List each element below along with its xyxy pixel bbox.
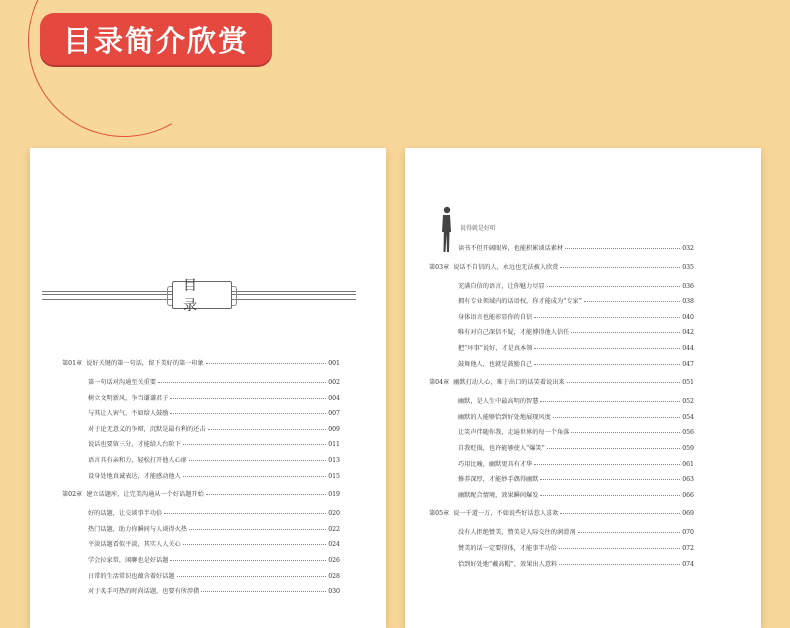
leader-dots <box>560 513 680 514</box>
toc-entry-text: 建立话题库，让完美沟通从一个好话题开始 <box>86 491 204 499</box>
toc-section-row <box>88 508 340 524</box>
page-header: 说得就是好听 <box>460 225 497 232</box>
toc-page-number: 009 <box>328 425 340 433</box>
leader-dots <box>170 413 326 414</box>
leader-dots <box>560 267 680 268</box>
toc-entry-text: 说好关键的第一句话，留下美好的第一印象 <box>86 360 204 367</box>
leader-dots <box>553 417 680 418</box>
toc-page-number: 056 <box>682 429 694 437</box>
toc-page-number: 072 <box>682 544 694 552</box>
toc-section-row <box>458 427 694 443</box>
toc-entry-text: 第一句话对沟通至关重要 <box>88 379 157 386</box>
leader-dots <box>183 476 326 477</box>
toc-entry-text: 好的话题，让交谈事半功倍 <box>88 510 163 518</box>
leader-dots <box>559 564 680 565</box>
toc-page-number: 026 <box>328 556 340 564</box>
toc-entry-text: 让笑声伴随你我，走遍世界的每一个角落 <box>458 429 570 437</box>
toc-entry-text: 日常的生活常识也蕴含着好话题 <box>88 572 175 580</box>
toc-chapter-row <box>429 374 694 396</box>
toc-chapter-row <box>429 505 694 527</box>
toc-chapter-row <box>62 355 340 377</box>
toc-page-number: 038 <box>682 298 694 306</box>
toc-page-number: 004 <box>328 394 340 402</box>
toc-page-number: 047 <box>682 360 694 368</box>
toc-entry-text: 恰到好处地“戴高帽”，效果出人意料 <box>458 560 558 568</box>
toc-page-number: 030 <box>328 588 340 596</box>
toc-entry-text: 鼓舞他人，也就是鼓励自己 <box>458 360 533 368</box>
leader-dots <box>547 448 680 449</box>
toc-section-row <box>88 424 340 440</box>
left-book-page <box>30 148 386 628</box>
toc-section-row <box>458 296 694 312</box>
toc-entry-text: 赞美的话一定要得体，才能事半功倍 <box>458 544 557 552</box>
toc-section-row <box>458 243 694 259</box>
toc-page-number: 024 <box>328 541 340 549</box>
toc-title: 目 录 <box>183 278 207 314</box>
toc-entry-text: 修养深厚，才能妙手偶得幽默 <box>458 476 539 484</box>
toc-entry-text: 把“坏事”说好，才是真本领 <box>458 344 533 352</box>
toc-entry-text: 唯有对自己深信不疑，才能博得他人信任 <box>458 329 570 337</box>
toc-entry-text: 说话不自信的人，永远也无法被人欣赏 <box>453 263 559 271</box>
toc-entry-text: 说话也要留三分，才能给人台阶下 <box>88 441 181 449</box>
toc-section-row <box>88 539 340 555</box>
leader-dots <box>189 460 326 461</box>
leader-dots <box>534 348 680 349</box>
toc-entry-text: 语言具有亲和力，轻松打开他人心扉 <box>88 456 187 464</box>
toc-title-box <box>172 278 232 314</box>
toc-entry-text: 幽默的人能够恰到好处地展现风度 <box>458 413 551 421</box>
toc-entry-text: 平淡话题看似平淡，其实人人关心 <box>88 541 181 549</box>
toc-page-number: 051 <box>682 379 694 387</box>
right-book-page <box>405 148 761 628</box>
toc-entry-text: 热门话题，助力你瞬间与人谈得火热 <box>88 525 187 533</box>
leader-dots <box>534 464 680 465</box>
toc-page-number: 061 <box>682 460 694 468</box>
toc-page-number: 074 <box>682 560 694 568</box>
toc-page-number: 066 <box>682 491 694 499</box>
toc-section-row <box>458 312 694 328</box>
leader-dots <box>206 363 326 364</box>
banner-title: 目录简介欣赏 <box>62 23 249 58</box>
leader-dots <box>177 576 327 577</box>
standing-man-icon <box>439 206 453 254</box>
toc-section-row <box>458 443 694 459</box>
leader-dots <box>208 429 327 430</box>
chapter-number: 第04章 <box>429 379 450 387</box>
toc-section-row <box>88 571 340 587</box>
toc-page-number: 013 <box>328 456 340 464</box>
leader-dots <box>534 364 680 365</box>
toc-page-number: 007 <box>328 410 340 418</box>
toc-page-number: 054 <box>682 413 694 421</box>
toc-section-row <box>458 543 694 559</box>
toc-section-row <box>88 555 340 571</box>
leader-dots <box>567 382 681 383</box>
leader-dots <box>189 529 326 530</box>
toc-section-row <box>88 377 340 393</box>
toc-entry-text: 幽默打动人心，难于出口的话笑着说出来 <box>453 379 565 387</box>
toc-page-number: 059 <box>682 444 694 452</box>
toc-entry-text: 充满自信的语言，让你魅力尽显 <box>458 282 545 290</box>
toc-entry-text: 对于论无意义的争辩，沉默是最有利的还击 <box>88 425 206 433</box>
toc-entry-text: 与其让人害气，不如给人鼓励 <box>88 410 169 418</box>
toc-section-row <box>88 471 340 487</box>
leader-dots <box>578 532 681 533</box>
toc-section-row <box>88 455 340 471</box>
left-toc-list <box>62 355 340 602</box>
toc-entry-text: 读书不但开阔眼界，也能积累谈话素材 <box>458 245 564 252</box>
toc-page-number: 011 <box>328 441 340 449</box>
leader-dots <box>571 332 680 333</box>
toc-entry-text: 对于炙手可热的时尚话题，也要有所涉猎 <box>88 588 200 596</box>
leader-dots <box>534 317 680 318</box>
toc-section-row <box>458 527 694 543</box>
leader-dots <box>540 495 680 496</box>
chapter-number: 第01章 <box>62 360 83 367</box>
toc-page-number: 032 <box>682 245 694 252</box>
leader-dots <box>158 382 326 383</box>
toc-section-row <box>88 393 340 409</box>
toc-page-number: 002 <box>328 379 340 386</box>
leader-dots <box>540 479 680 480</box>
toc-section-row <box>88 439 340 455</box>
chapter-number: 第05章 <box>429 510 450 518</box>
leader-dots <box>170 560 326 561</box>
leader-dots <box>201 591 326 592</box>
toc-page-number: 069 <box>682 510 694 518</box>
toc-page-number: 044 <box>682 344 694 352</box>
toc-entry-text: 说一千道一万，不如说些好话惹人喜欢 <box>453 510 559 518</box>
toc-entry-text: 自我贬损，也许能够使人“爆笑” <box>458 444 545 452</box>
toc-section-row <box>458 281 694 297</box>
toc-page-number: 036 <box>682 282 694 290</box>
leader-dots <box>559 548 680 549</box>
toc-page-number: 019 <box>328 491 340 499</box>
leader-dots <box>164 513 326 514</box>
leader-dots <box>547 286 681 287</box>
toc-page-number: 028 <box>328 572 340 580</box>
toc-section-row <box>458 459 694 475</box>
toc-entry-text: 学会拉家常，闲聊也是好话题 <box>88 556 169 564</box>
toc-entry-text: 幽默配合情境，效果瞬间爆发 <box>458 491 539 499</box>
toc-section-row <box>458 412 694 428</box>
leader-dots <box>183 444 326 445</box>
toc-section-row <box>458 490 694 506</box>
leader-dots <box>183 544 326 545</box>
toc-section-row <box>458 359 694 375</box>
toc-section-row <box>88 586 340 602</box>
section-banner <box>40 13 272 65</box>
toc-entry-text: 没有人拒绝赞美，赞美是人际交往的润滑剂 <box>458 529 576 537</box>
leader-dots <box>206 494 326 495</box>
toc-page-number: 070 <box>682 529 694 537</box>
toc-section-row <box>458 343 694 359</box>
toc-section-row <box>458 327 694 343</box>
toc-page-number: 035 <box>682 263 694 271</box>
toc-entry-text: 树立文明新风，争当谦谦君子 <box>88 394 169 402</box>
chapter-number: 第03章 <box>429 263 450 271</box>
leader-dots <box>170 398 326 399</box>
toc-section-row <box>458 474 694 490</box>
toc-page-number: 040 <box>682 313 694 321</box>
toc-page-number: 015 <box>328 472 340 480</box>
toc-section-row <box>458 559 694 575</box>
toc-section-row <box>88 408 340 424</box>
chapter-number: 第02章 <box>62 491 83 499</box>
leader-dots <box>540 401 680 402</box>
leader-dots <box>584 301 680 302</box>
leader-dots <box>571 432 680 433</box>
right-toc-list <box>429 243 694 574</box>
toc-section-row <box>88 524 340 540</box>
toc-chapter-row <box>429 259 694 281</box>
toc-page-number: 020 <box>328 510 340 518</box>
toc-chapter-row <box>62 486 340 508</box>
toc-entry-text: 幽默，是人生中最高明的智慧 <box>458 398 539 406</box>
leader-dots <box>565 248 680 249</box>
toc-page-number: 042 <box>682 329 694 337</box>
toc-entry-text: 拥有专业领域内的话语权，你才能成为“专家” <box>458 298 582 306</box>
toc-section-row <box>458 396 694 412</box>
toc-entry-text: 设身处地真诚表达，才能感动他人 <box>88 472 181 480</box>
toc-page-number: 063 <box>682 476 694 484</box>
toc-page-number: 022 <box>328 525 340 533</box>
toc-page-number: 001 <box>328 360 340 367</box>
toc-page-number: 052 <box>682 398 694 406</box>
toc-entry-text: 身体语言也能彰显你的自信 <box>458 313 533 321</box>
toc-entry-text: 巧用比喻，幽默更具有才华 <box>458 460 533 468</box>
